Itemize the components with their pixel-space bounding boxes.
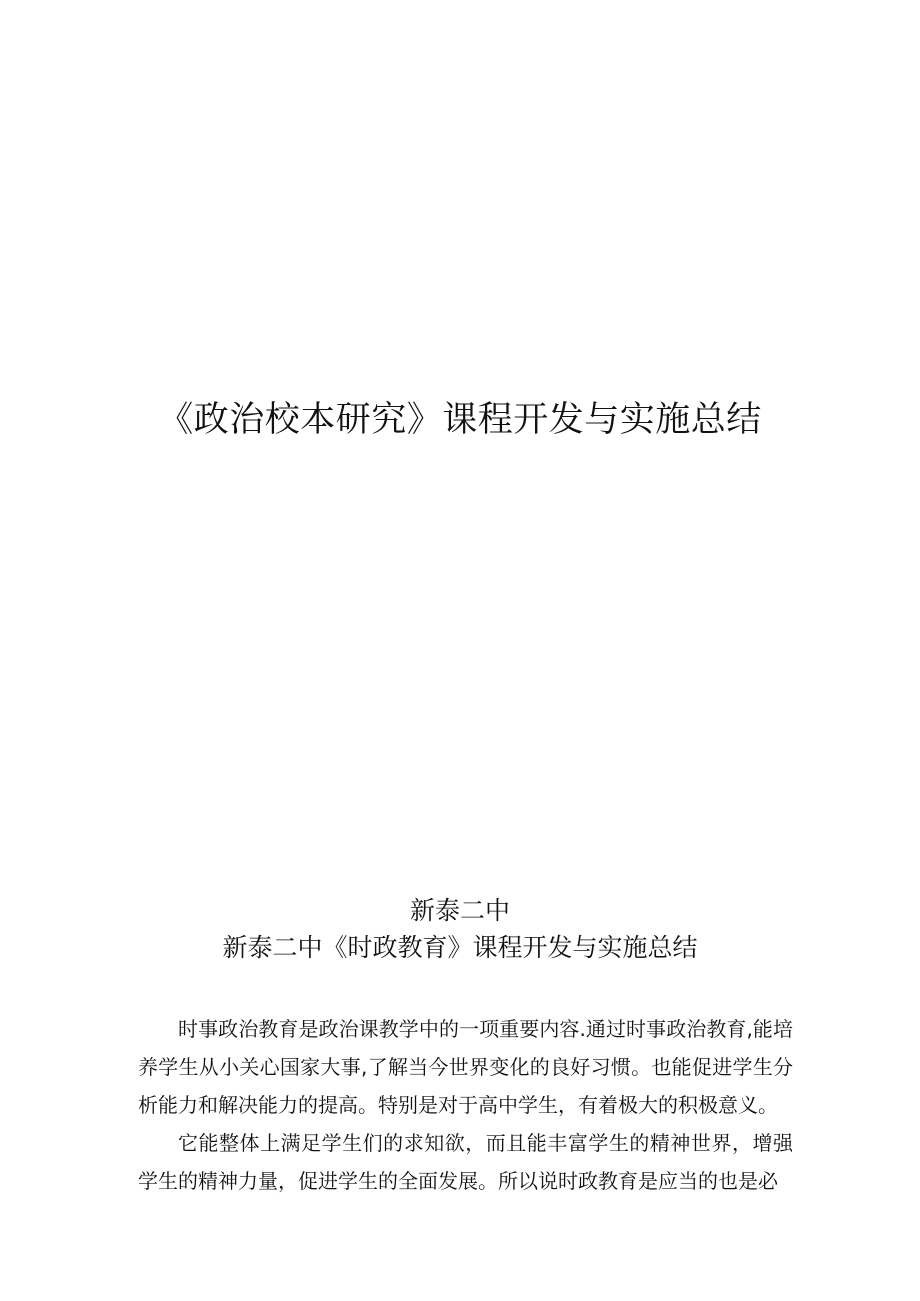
document-title: 《政治校本研究》课程开发与实施总结 [158,400,762,440]
paragraph-1: 时事政治教育是政治课教学中的一项重要内容.通过时事政治教育,能培养学生从小关心国家大事,了解当今世界变化的良好习惯。也能促进学生分析能力和解决能力的提高。特别是对于高中学生，有着极大的积极意义。 [138,1017,793,1117]
school-name: 新泰二中 [409,896,510,925]
paragraph-2: 它能整体上满足学生们的求知欲，而且能丰富学生的精神世界，增强学生的精神力量，促进学生的全面发展。所以说时政教育是应当的也是必 [138,1131,793,1193]
document-subtitle: 新泰二中《时政教育》课程开发与实施总结 [222,933,698,962]
body-text [138,1010,793,1200]
